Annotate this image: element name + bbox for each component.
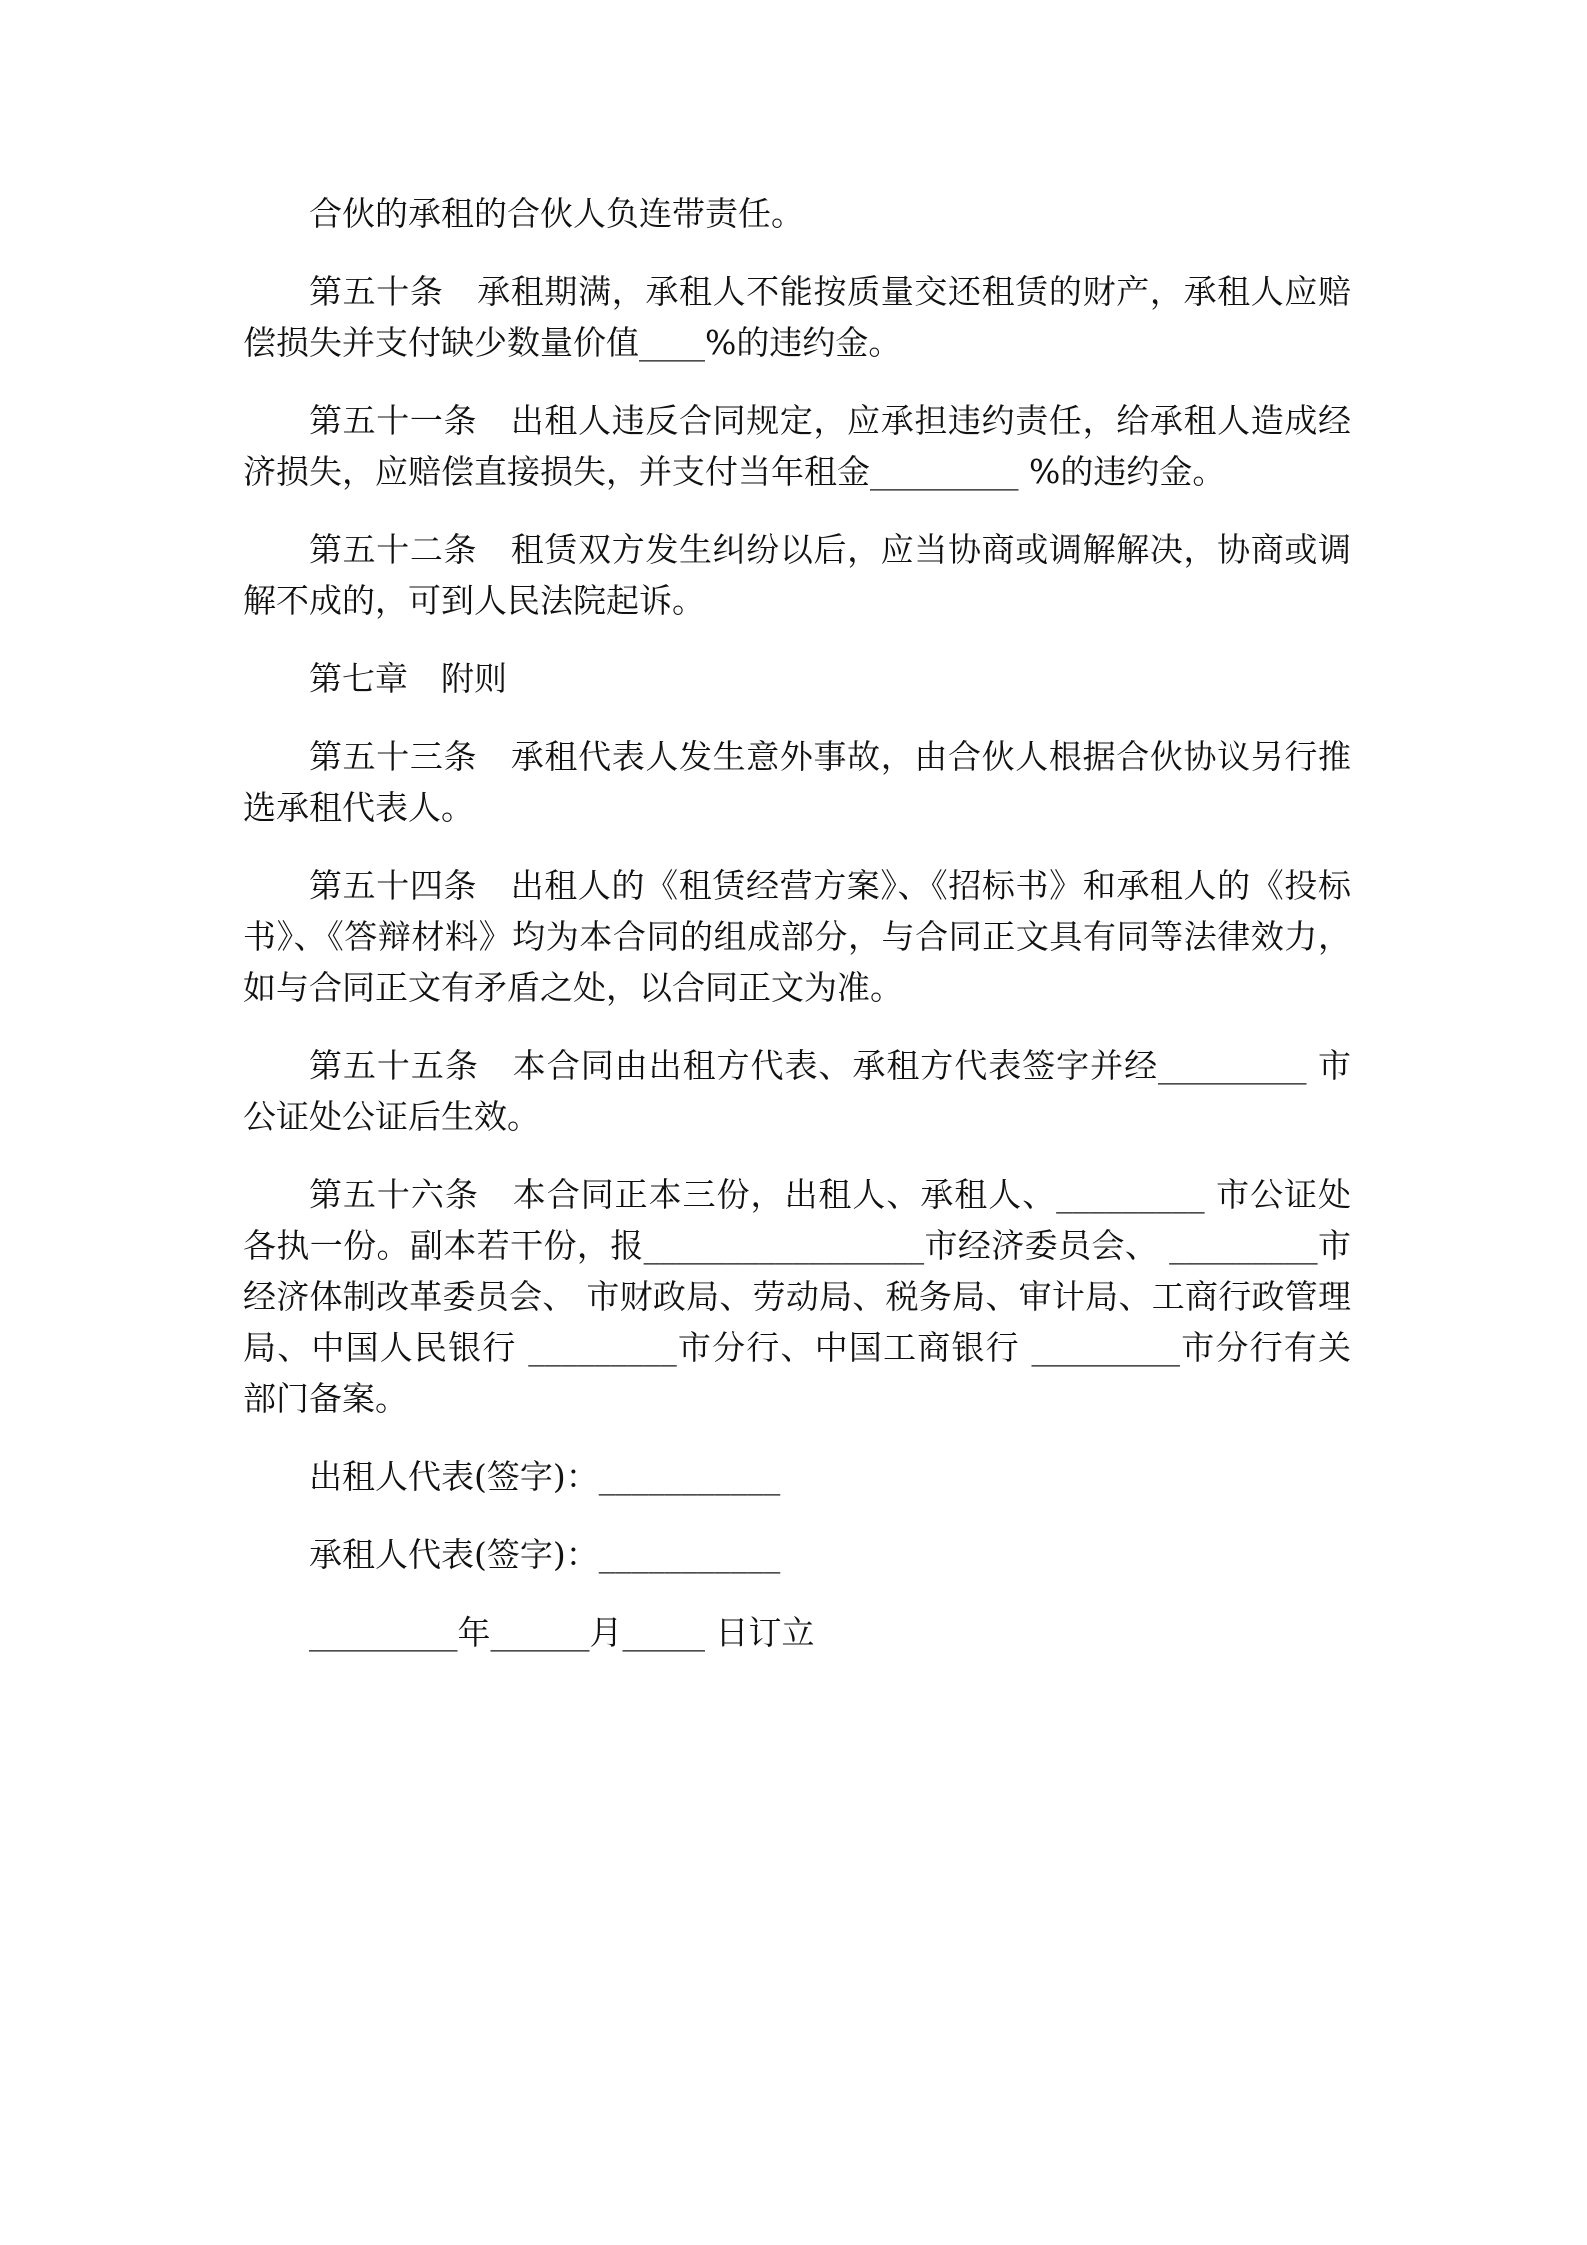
paragraph-joint-liability: 合伙的承租的合伙人负连带责任。 [309,194,804,233]
article-54: 第五十四条 出租人的《租赁经营方案》、《招标书》和承租人的《投标书》、《答辩材料》均为本合同的组成部分，与合同正文具有同等法律效力，如与合同正文有矛盾之处，以合同正文为准。 [243,866,1351,1007]
chapter-7-heading: 第七章 附则 [309,659,507,698]
article-51: 第五十一条 出租人违反合同规定，应承担违约责任，给承租人造成经济损失，应赔偿直接损失，并支付当年租金_________ %的违约金。 [243,401,1351,491]
article-55: 第五十五条 本合同由出租方代表、承租方代表签字并经_________ 市公证处公证后生效。 [243,1046,1351,1136]
article-56: 第五十六条 本合同正本三份，出租人、承租人、_________ 市公证处各执一份。副本若干份，报_________________市经济委员会、 _________市经济体制改革委员会、 市财政局、劳动局、税务局、审计局、工商行政管理局、中国人民银行 _________市分行、中国工商银行 _________市分行有关部门备案。 [243,1175,1351,1418]
date-line: _________年______月_____ 日订立 [309,1613,815,1652]
article-53: 第五十三条 承租代表人发生意外事故，由合伙人根据合伙协议另行推选承租代表人。 [243,737,1351,827]
lessee-signature-line: 承租人代表(签字)：___________ [309,1535,781,1574]
article-52: 第五十二条 租赁双方发生纠纷以后，应当协商或调解解决，协商或调解不成的，可到人民法院起诉。 [243,530,1351,620]
lessor-signature-line: 出租人代表(签字)：___________ [309,1457,781,1496]
article-50: 第五十条 承租期满，承租人不能按质量交还租赁的财产，承租人应赔偿损失并支付缺少数量价值____%的违约金。 [243,272,1351,362]
document-body [243,188,1351,1685]
